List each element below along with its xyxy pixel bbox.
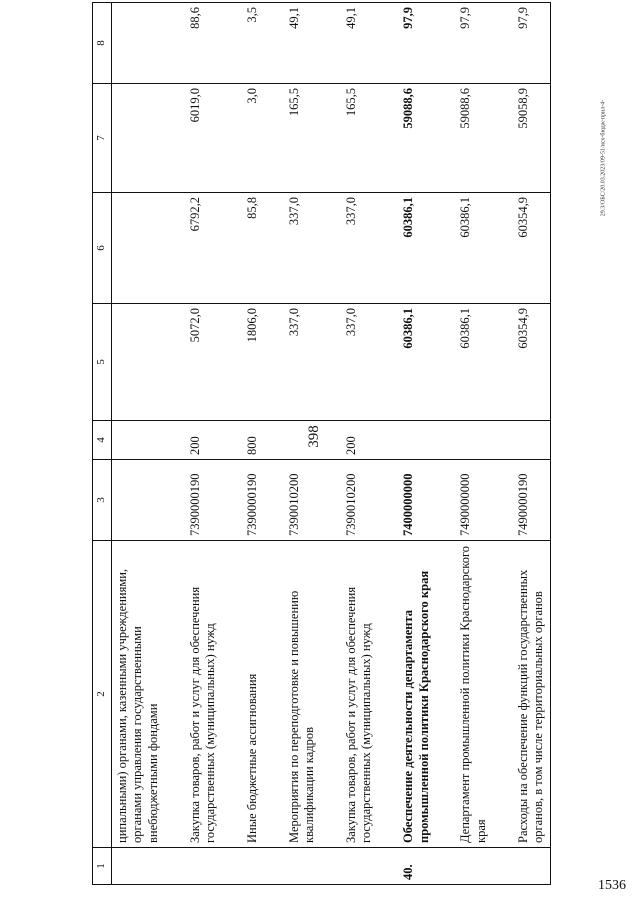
row-number <box>185 848 222 885</box>
row-plan: 337,0 <box>341 304 378 421</box>
spacer-cell <box>493 421 513 460</box>
row-name: Департамент промышленной политики Краснодарского края <box>455 541 492 848</box>
spacer-cell <box>165 193 185 304</box>
spacer-cell <box>264 304 284 421</box>
table-row <box>111 3 164 885</box>
row-executed: 6019,0 <box>185 84 222 193</box>
spacer-cell <box>435 84 455 193</box>
row-code: 7390000190 <box>185 460 222 541</box>
spacer-cell <box>435 304 455 421</box>
row-executed: 59088,6 <box>398 84 435 193</box>
row-percent: 49,1 <box>341 3 378 84</box>
table-row <box>284 3 321 885</box>
row-spacer <box>321 3 341 885</box>
footer-path: 29.3/ОБС/20.03.2023/09-51/исх-бюдж-прил-4- <box>600 99 607 217</box>
row-code: 7400000000 <box>398 460 435 541</box>
header-col-1: 1 <box>93 848 112 885</box>
spacer-cell <box>222 848 242 885</box>
row-vr: 200 <box>185 421 222 460</box>
row-spacer <box>378 3 398 885</box>
spacer-cell <box>493 84 513 193</box>
row-name: Закупка товаров, работ и услуг для обеспечения государственных (муниципальных) нужд <box>185 541 222 848</box>
row-plan: 337,0 <box>284 304 321 421</box>
row-code <box>111 460 164 541</box>
budget-table <box>92 2 551 885</box>
row-spacer <box>222 3 242 885</box>
spacer-cell <box>222 304 242 421</box>
row-number <box>341 848 378 885</box>
spacer-cell <box>165 541 185 848</box>
spacer-cell <box>264 541 284 848</box>
spacer-cell <box>222 84 242 193</box>
spacer-cell <box>222 541 242 848</box>
spacer-cell <box>321 421 341 460</box>
row-executed: 3,0 <box>242 84 264 193</box>
spacer-cell <box>378 421 398 460</box>
spacer-cell <box>435 421 455 460</box>
spacer-cell <box>222 421 242 460</box>
row-code: 7490000190 <box>513 460 551 541</box>
row-executed: 59058,9 <box>513 84 551 193</box>
row-code: 7390010200 <box>284 460 321 541</box>
spacer-cell <box>264 3 284 84</box>
row-percent: 3,5 <box>242 3 264 84</box>
row-refined: 60386,1 <box>455 193 492 304</box>
spacer-cell <box>435 541 455 848</box>
spacer-cell <box>493 541 513 848</box>
spacer-cell <box>165 304 185 421</box>
row-plan: 1806,0 <box>242 304 264 421</box>
row-executed: 59088,6 <box>455 84 492 193</box>
spacer-cell <box>264 848 284 885</box>
row-vr <box>398 421 435 460</box>
table-row <box>242 3 264 885</box>
row-number <box>111 848 164 885</box>
spacer-cell <box>435 460 455 541</box>
row-spacer <box>264 3 284 885</box>
row-refined: 6792,2 <box>185 193 222 304</box>
spacer-cell <box>493 460 513 541</box>
row-refined: 337,0 <box>284 193 321 304</box>
row-vr: 800 <box>242 421 264 460</box>
row-number <box>242 848 264 885</box>
row-code: 7390010200 <box>341 460 378 541</box>
row-percent: 97,9 <box>513 3 551 84</box>
row-name: Обеспечение деятельности департамента промышленной политики Краснодарского края <box>398 541 435 848</box>
table-row <box>398 3 435 885</box>
spacer-cell <box>165 3 185 84</box>
spacer-cell <box>321 848 341 885</box>
row-refined: 60386,1 <box>398 193 435 304</box>
row-code: 7390000190 <box>242 460 264 541</box>
table-row <box>455 3 492 885</box>
spacer-cell <box>222 193 242 304</box>
row-plan: 60354,9 <box>513 304 551 421</box>
spacer-cell <box>165 848 185 885</box>
spacer-cell <box>435 848 455 885</box>
spacer-cell <box>321 541 341 848</box>
row-number <box>284 848 321 885</box>
row-plan: 5072,0 <box>185 304 222 421</box>
header-col-7: 7 <box>93 84 112 193</box>
row-vr <box>513 421 551 460</box>
row-name: Иные бюджетные ассигнования <box>242 541 264 848</box>
spacer-cell <box>321 84 341 193</box>
spacer-cell <box>493 848 513 885</box>
table-row <box>185 3 222 885</box>
row-spacer <box>435 3 455 885</box>
row-percent: 88,6 <box>185 3 222 84</box>
spacer-cell <box>222 460 242 541</box>
spacer-cell <box>493 193 513 304</box>
row-plan: 60386,1 <box>398 304 435 421</box>
header-col-3: 3 <box>93 460 112 541</box>
spacer-cell <box>435 193 455 304</box>
row-executed: 165,5 <box>284 84 321 193</box>
row-plan: 60386,1 <box>455 304 492 421</box>
header-col-4: 4 <box>93 421 112 460</box>
row-refined: 337,0 <box>341 193 378 304</box>
spacer-cell <box>378 304 398 421</box>
sheet-number: 1536 <box>598 878 626 893</box>
row-percent: 49,1 <box>284 3 321 84</box>
spacer-cell <box>321 3 341 84</box>
spacer-cell <box>321 193 341 304</box>
spacer-cell <box>264 460 284 541</box>
header-col-5: 5 <box>93 304 112 421</box>
spacer-cell <box>493 304 513 421</box>
row-refined <box>111 193 164 304</box>
spacer-cell <box>378 848 398 885</box>
row-number <box>455 848 492 885</box>
spacer-cell <box>378 460 398 541</box>
spacer-cell <box>264 193 284 304</box>
row-executed: 165,5 <box>341 84 378 193</box>
row-name: Мероприятия по переподготовке и повышению квалификации кадров <box>284 541 321 848</box>
page-number: 398 <box>305 425 322 448</box>
spacer-cell <box>264 84 284 193</box>
header-col-6: 6 <box>93 193 112 304</box>
row-number <box>513 848 551 885</box>
header-col-8: 8 <box>93 3 112 84</box>
row-vr <box>284 421 321 460</box>
row-refined: 85,8 <box>242 193 264 304</box>
spacer-cell <box>165 460 185 541</box>
spacer-cell <box>165 421 185 460</box>
spacer-cell <box>264 421 284 460</box>
row-plan <box>111 304 164 421</box>
row-name: ципальными) органами, казенными учреждениями, органами управления государственными внебюджетными фондами <box>111 541 164 848</box>
table-header-row <box>93 3 112 885</box>
row-executed <box>111 84 164 193</box>
row-refined: 60354,9 <box>513 193 551 304</box>
row-name: Расходы на обеспечение функций государственных органов, в том числе территориальных органов <box>513 541 551 848</box>
spacer-cell <box>321 460 341 541</box>
row-number: 40. <box>398 848 435 885</box>
spacer-cell <box>378 3 398 84</box>
row-percent: 97,9 <box>398 3 435 84</box>
row-code: 7490000000 <box>455 460 492 541</box>
spacer-cell <box>222 3 242 84</box>
row-percent <box>111 3 164 84</box>
spacer-cell <box>165 84 185 193</box>
spacer-cell <box>435 3 455 84</box>
spacer-cell <box>378 84 398 193</box>
header-col-2: 2 <box>93 541 112 848</box>
row-percent: 97,9 <box>455 3 492 84</box>
row-spacer <box>493 3 513 885</box>
spacer-cell <box>321 304 341 421</box>
table-row <box>341 3 378 885</box>
row-vr: 200 <box>341 421 378 460</box>
spacer-cell <box>378 193 398 304</box>
spacer-cell <box>378 541 398 848</box>
row-spacer <box>165 3 185 885</box>
row-vr <box>455 421 492 460</box>
table-row <box>513 3 551 885</box>
row-vr <box>111 421 164 460</box>
spacer-cell <box>493 3 513 84</box>
row-name: Закупка товаров, работ и услуг для обеспечения государственных (муниципальных) нужд <box>341 541 378 848</box>
